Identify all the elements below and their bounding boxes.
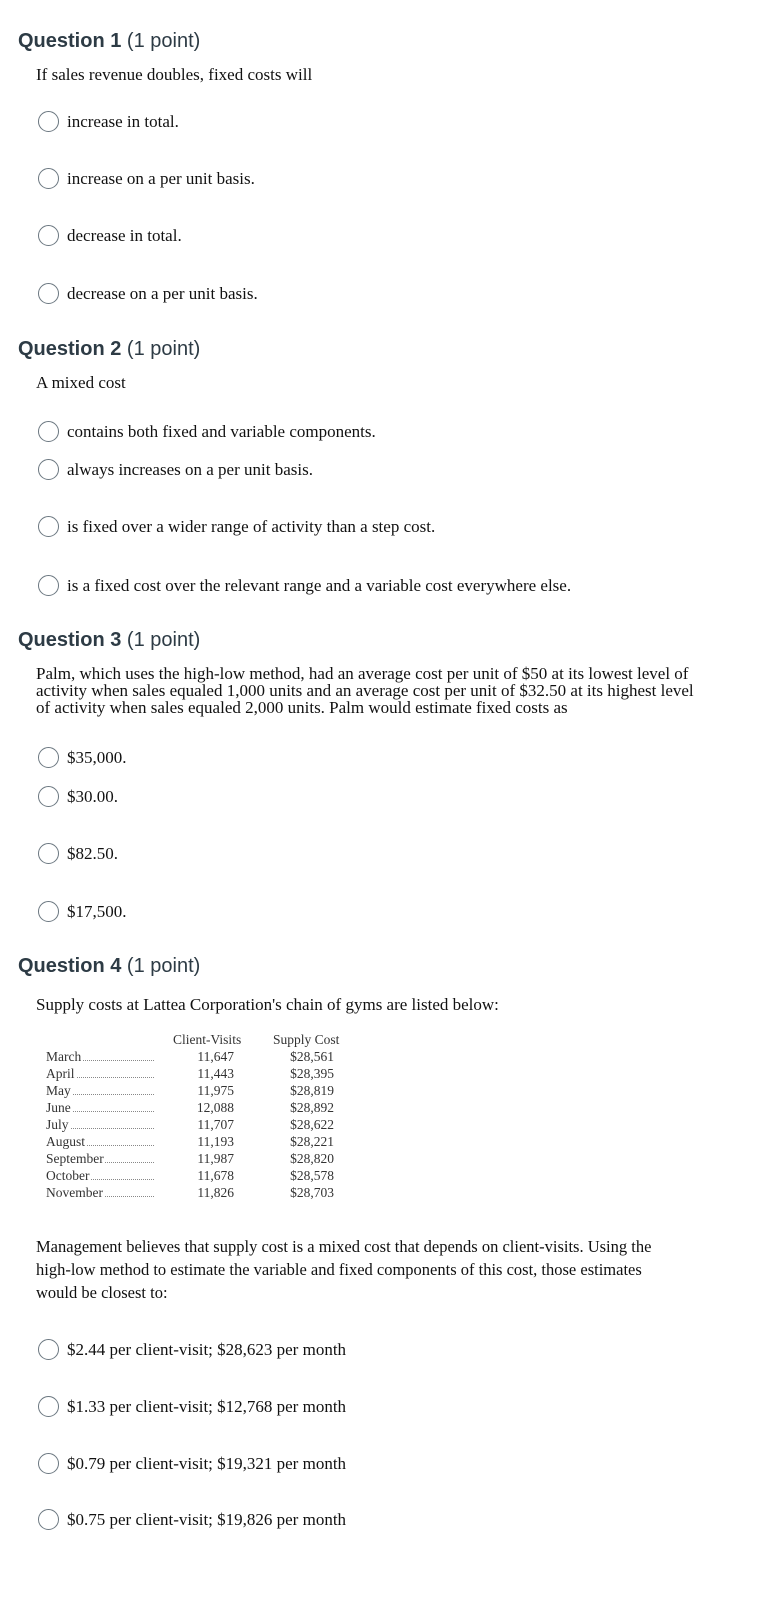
table-cell-month — [46, 1117, 154, 1133]
radio-button[interactable] — [38, 901, 59, 922]
option-label: contains both fixed and variable components. — [67, 421, 376, 441]
table-cell-visits: 12,088 — [196, 1100, 234, 1115]
question-title-text: Question 3 — [18, 629, 122, 651]
table-cell-cost: $28,395 — [290, 1066, 334, 1081]
radio-button[interactable] — [38, 747, 59, 768]
question-3-title — [18, 629, 200, 652]
prompt-line: activity when sales equaled 1,000 units and an average cost per unit of $32.50 at its highest level — [36, 681, 694, 700]
question-4-option-a[interactable] — [38, 1339, 346, 1360]
month-label: March — [46, 1049, 82, 1064]
table-cell-visits: 11,678 — [197, 1168, 234, 1183]
option-label: $82.50. — [67, 843, 118, 863]
table-header-client-visits: Client-Visits — [173, 1032, 242, 1047]
table-cell-cost: $28,221 — [290, 1134, 334, 1149]
month-label: July — [46, 1117, 69, 1132]
radio-button[interactable] — [38, 1339, 59, 1360]
question-2-option-b[interactable] — [38, 459, 313, 480]
radio-button[interactable] — [38, 1453, 59, 1474]
option-label: $0.79 per client-visit; $19,321 per month — [67, 1453, 347, 1473]
table-header-supply-cost: Supply Cost — [273, 1032, 340, 1047]
table-cell-month — [46, 1151, 154, 1167]
table-cell-month — [46, 1049, 154, 1065]
table-cell-visits: 11,826 — [197, 1185, 234, 1200]
table-cell-cost: $28,820 — [290, 1151, 334, 1166]
radio-button[interactable] — [38, 1509, 59, 1530]
option-label: increase in total. — [67, 111, 179, 131]
radio-button[interactable] — [38, 843, 59, 864]
table-cell-visits: 11,987 — [197, 1151, 234, 1166]
question-3-option-a[interactable] — [38, 747, 127, 768]
question-4-prompt: Supply costs at Lattea Corporation's chain of gyms are listed below: — [36, 995, 499, 1014]
table-cell-visits: 11,707 — [197, 1117, 234, 1132]
question-1-option-c[interactable] — [38, 225, 182, 246]
question-title-text: Question 4 — [18, 955, 122, 977]
question-1-option-d[interactable] — [38, 283, 258, 304]
question-2-prompt: A mixed cost — [36, 373, 126, 392]
month-label: August — [46, 1134, 86, 1149]
radio-button[interactable] — [38, 575, 59, 596]
month-label: September — [46, 1151, 104, 1166]
table-cell-cost: $28,561 — [290, 1049, 334, 1064]
radio-button[interactable] — [38, 786, 59, 807]
option-label: $17,500. — [67, 901, 127, 921]
question-4-option-c[interactable] — [38, 1453, 346, 1474]
table-cell-month — [46, 1066, 154, 1082]
table-cell-visits: 11,193 — [197, 1134, 234, 1149]
question-points: (1 point) — [126, 338, 201, 360]
radio-button[interactable] — [38, 459, 59, 480]
option-label: $35,000. — [67, 747, 127, 767]
radio-button[interactable] — [38, 1396, 59, 1417]
radio-button[interactable] — [38, 283, 59, 304]
question-1-option-a[interactable] — [38, 111, 179, 132]
option-label: $2.44 per client-visit; $28,623 per month — [67, 1339, 347, 1359]
question-2-option-a[interactable] — [38, 421, 376, 442]
prompt-line: would be closest to: — [36, 1283, 168, 1302]
table-cell-month — [46, 1083, 154, 1099]
question-points: (1 point) — [126, 629, 201, 651]
question-1-option-b[interactable] — [38, 168, 255, 189]
question-3-option-b[interactable] — [38, 786, 118, 807]
month-label: June — [46, 1100, 71, 1115]
question-title-text: Question 2 — [18, 338, 122, 360]
option-label: decrease in total. — [67, 225, 182, 245]
table-cell-cost: $28,578 — [290, 1168, 334, 1183]
question-2-option-c[interactable] — [38, 516, 435, 537]
table-cell-month — [46, 1168, 154, 1184]
question-4-title — [18, 955, 200, 978]
table-cell-cost: $28,622 — [290, 1117, 334, 1132]
option-label: $1.33 per client-visit; $12,768 per month — [67, 1396, 347, 1416]
question-2-title — [18, 338, 200, 361]
question-title-text: Question 1 — [18, 30, 122, 52]
question-4-followup — [36, 1235, 766, 1304]
table-cell-month — [46, 1100, 154, 1116]
question-4-option-d[interactable] — [38, 1509, 346, 1530]
question-3-prompt — [36, 665, 766, 716]
question-points: (1 point) — [126, 30, 201, 52]
option-label: is fixed over a wider range of activity than a step cost. — [67, 516, 436, 536]
prompt-line: Palm, which uses the high-low method, had an average cost per unit of $50 at its lowest level of — [36, 664, 689, 683]
question-3-option-d[interactable] — [38, 901, 127, 922]
table-cell-visits: 11,647 — [197, 1049, 234, 1064]
prompt-line: Management believes that supply cost is a mixed cost that depends on client-visits. Using the — [36, 1237, 652, 1256]
question-4-option-b[interactable] — [38, 1396, 346, 1417]
question-1-title — [18, 30, 200, 53]
table-cell-cost: $28,892 — [290, 1100, 334, 1115]
table-cell-cost: $28,819 — [290, 1083, 334, 1098]
question-points: (1 point) — [126, 955, 201, 977]
option-label: decrease on a per unit basis. — [67, 283, 258, 303]
table-cell-month — [46, 1185, 154, 1201]
prompt-line: high-low method to estimate the variable and fixed components of this cost, those estimates — [36, 1260, 642, 1279]
option-label: always increases on a per unit basis. — [67, 459, 313, 479]
option-label: $30.00. — [67, 786, 118, 806]
radio-button[interactable] — [38, 421, 59, 442]
table-cell-visits: 11,443 — [197, 1066, 234, 1081]
radio-button[interactable] — [38, 111, 59, 132]
radio-button[interactable] — [38, 516, 59, 537]
radio-button[interactable] — [38, 168, 59, 189]
table-cell-cost: $28,703 — [290, 1185, 334, 1200]
month-label: April — [46, 1066, 75, 1081]
month-label: May — [46, 1083, 71, 1098]
table-cell-visits: 11,975 — [197, 1083, 234, 1098]
option-label: is a fixed cost over the relevant range and a variable cost everywhere else. — [67, 575, 572, 595]
prompt-line: of activity when sales equaled 2,000 units. Palm would estimate fixed costs as — [36, 698, 568, 717]
question-2-option-d[interactable] — [38, 575, 571, 596]
month-label: October — [46, 1168, 90, 1183]
question-1-prompt: If sales revenue doubles, fixed costs will — [36, 65, 313, 84]
table-cell-month — [46, 1134, 154, 1150]
month-label: November — [46, 1185, 103, 1200]
option-label: $0.75 per client-visit; $19,826 per month — [67, 1509, 347, 1529]
option-label: increase on a per unit basis. — [67, 168, 255, 188]
question-3-option-c[interactable] — [38, 843, 118, 864]
radio-button[interactable] — [38, 225, 59, 246]
